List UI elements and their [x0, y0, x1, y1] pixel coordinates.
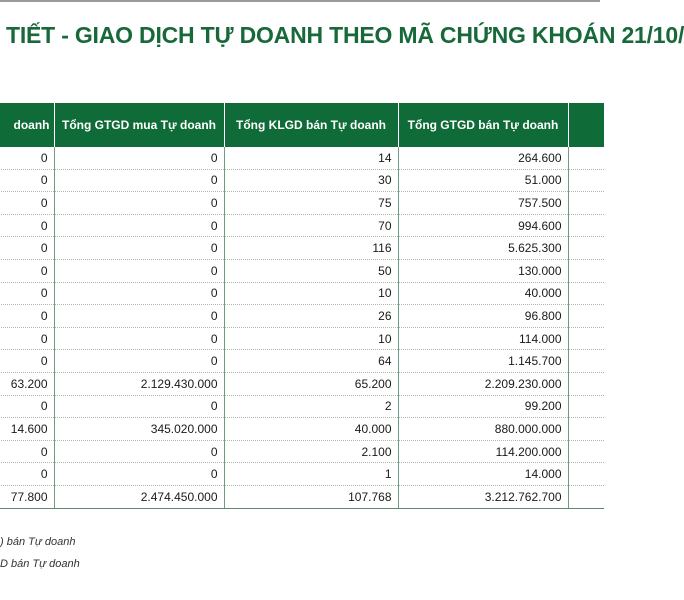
table-cell: 0 [54, 350, 224, 373]
column-header: Tổng GTGD bán Tự doanh [398, 103, 568, 147]
table-cell: 10 [224, 327, 398, 350]
table-cell: 30 [224, 169, 398, 192]
table-cell [568, 237, 604, 260]
table-cell: 0 [54, 395, 224, 418]
table-cell [568, 214, 604, 237]
table-cell: 0 [0, 350, 54, 373]
table-cell: 0 [54, 169, 224, 192]
table-cell: 10 [224, 282, 398, 305]
table-cell [568, 418, 604, 441]
table-cell: 0 [0, 305, 54, 328]
table-cell: 2.474.450.000 [54, 485, 224, 508]
table-cell: 345.020.000 [54, 418, 224, 441]
column-header: doanh [0, 103, 54, 147]
column-header: Tổng KLGD bán Tự doanh [224, 103, 398, 147]
table-row [0, 395, 604, 418]
report-title: TIẾT - GIAO DỊCH TỰ DOANH THEO MÃ CHỨNG KHOÁN 21/10/ [6, 22, 684, 48]
table-row [0, 237, 604, 260]
table-cell [568, 305, 604, 328]
table-row [0, 350, 604, 373]
table-cell [568, 282, 604, 305]
table-cell: 50 [224, 259, 398, 282]
table-row [0, 418, 604, 441]
table-cell: 65.200 [224, 372, 398, 395]
table-cell: 14.000 [398, 463, 568, 486]
table-cell [568, 169, 604, 192]
table-cell: 116 [224, 237, 398, 260]
table-cell [568, 350, 604, 373]
table-body [0, 147, 604, 508]
table-cell [568, 259, 604, 282]
table-row [0, 192, 604, 215]
table-row [0, 259, 604, 282]
table-cell: 0 [54, 305, 224, 328]
table-cell [568, 440, 604, 463]
table-cell: 1.145.700 [398, 350, 568, 373]
table-cell: 107.768 [224, 485, 398, 508]
table-cell: 0 [0, 192, 54, 215]
table-cell [568, 463, 604, 486]
table-cell: 99.200 [398, 395, 568, 418]
table-header-row [0, 103, 604, 147]
table-cell: 26 [224, 305, 398, 328]
table-cell: 0 [54, 237, 224, 260]
table-row [0, 169, 604, 192]
table-cell [568, 147, 604, 169]
column-header: Tổng GTGD mua Tự doanh [54, 103, 224, 147]
table-cell: 63.200 [0, 372, 54, 395]
table-cell: 0 [54, 440, 224, 463]
table-cell: 51.000 [398, 169, 568, 192]
table-cell: 0 [54, 147, 224, 169]
table-cell: 0 [0, 440, 54, 463]
table-cell: 114.200.000 [398, 440, 568, 463]
table-cell: 2.209.230.000 [398, 372, 568, 395]
proprietary-trading-table [0, 103, 605, 509]
table-row [0, 485, 604, 508]
table-row [0, 214, 604, 237]
table-cell: 0 [0, 259, 54, 282]
table-cell: 880.000.000 [398, 418, 568, 441]
table-cell: 0 [0, 282, 54, 305]
table-cell: 1 [224, 463, 398, 486]
table-cell: 757.500 [398, 192, 568, 215]
table-cell: 0 [0, 237, 54, 260]
table-row [0, 372, 604, 395]
table-cell: 64 [224, 350, 398, 373]
table-cell: 0 [0, 147, 54, 169]
table-cell: 70 [224, 214, 398, 237]
table-cell [568, 372, 604, 395]
table-cell: 114.000 [398, 327, 568, 350]
table-cell: 96.800 [398, 305, 568, 328]
table-cell: 130.000 [398, 259, 568, 282]
table-cell: 0 [54, 327, 224, 350]
table-cell: 0 [54, 282, 224, 305]
table-cell: 264.600 [398, 147, 568, 169]
table-cell: 14 [224, 147, 398, 169]
table-cell: 0 [54, 463, 224, 486]
table-cell: 0 [54, 259, 224, 282]
table-cell [568, 485, 604, 508]
table-row [0, 463, 604, 486]
table-row [0, 147, 604, 169]
table-cell [568, 327, 604, 350]
table-row [0, 327, 604, 350]
table-cell [568, 395, 604, 418]
table-cell: 0 [0, 214, 54, 237]
table-row [0, 440, 604, 463]
table-cell: 2 [224, 395, 398, 418]
table-cell: 2.129.430.000 [54, 372, 224, 395]
table-cell: 0 [54, 214, 224, 237]
table-row [0, 282, 604, 305]
footnotes [0, 534, 80, 578]
top-rule [0, 0, 600, 2]
footnote: ) bán Tự doanh [0, 536, 76, 548]
table-cell: 14.600 [0, 418, 54, 441]
table-cell: 75 [224, 192, 398, 215]
table-cell: 0 [0, 169, 54, 192]
table-cell: 2.100 [224, 440, 398, 463]
table-cell: 0 [0, 463, 54, 486]
table-cell: 5.625.300 [398, 237, 568, 260]
table-cell: 40.000 [224, 418, 398, 441]
table-cell: 40.000 [398, 282, 568, 305]
table-cell: 0 [0, 327, 54, 350]
trading-table-container [0, 103, 600, 509]
table-cell: 0 [54, 192, 224, 215]
table-cell: 77.800 [0, 485, 54, 508]
table-cell: 0 [0, 395, 54, 418]
table-cell: 994.600 [398, 214, 568, 237]
footnote: D bán Tự doanh [0, 558, 80, 570]
table-row [0, 305, 604, 328]
table-cell: 3.212.762.700 [398, 485, 568, 508]
table-cell [568, 192, 604, 215]
column-header [568, 103, 604, 147]
